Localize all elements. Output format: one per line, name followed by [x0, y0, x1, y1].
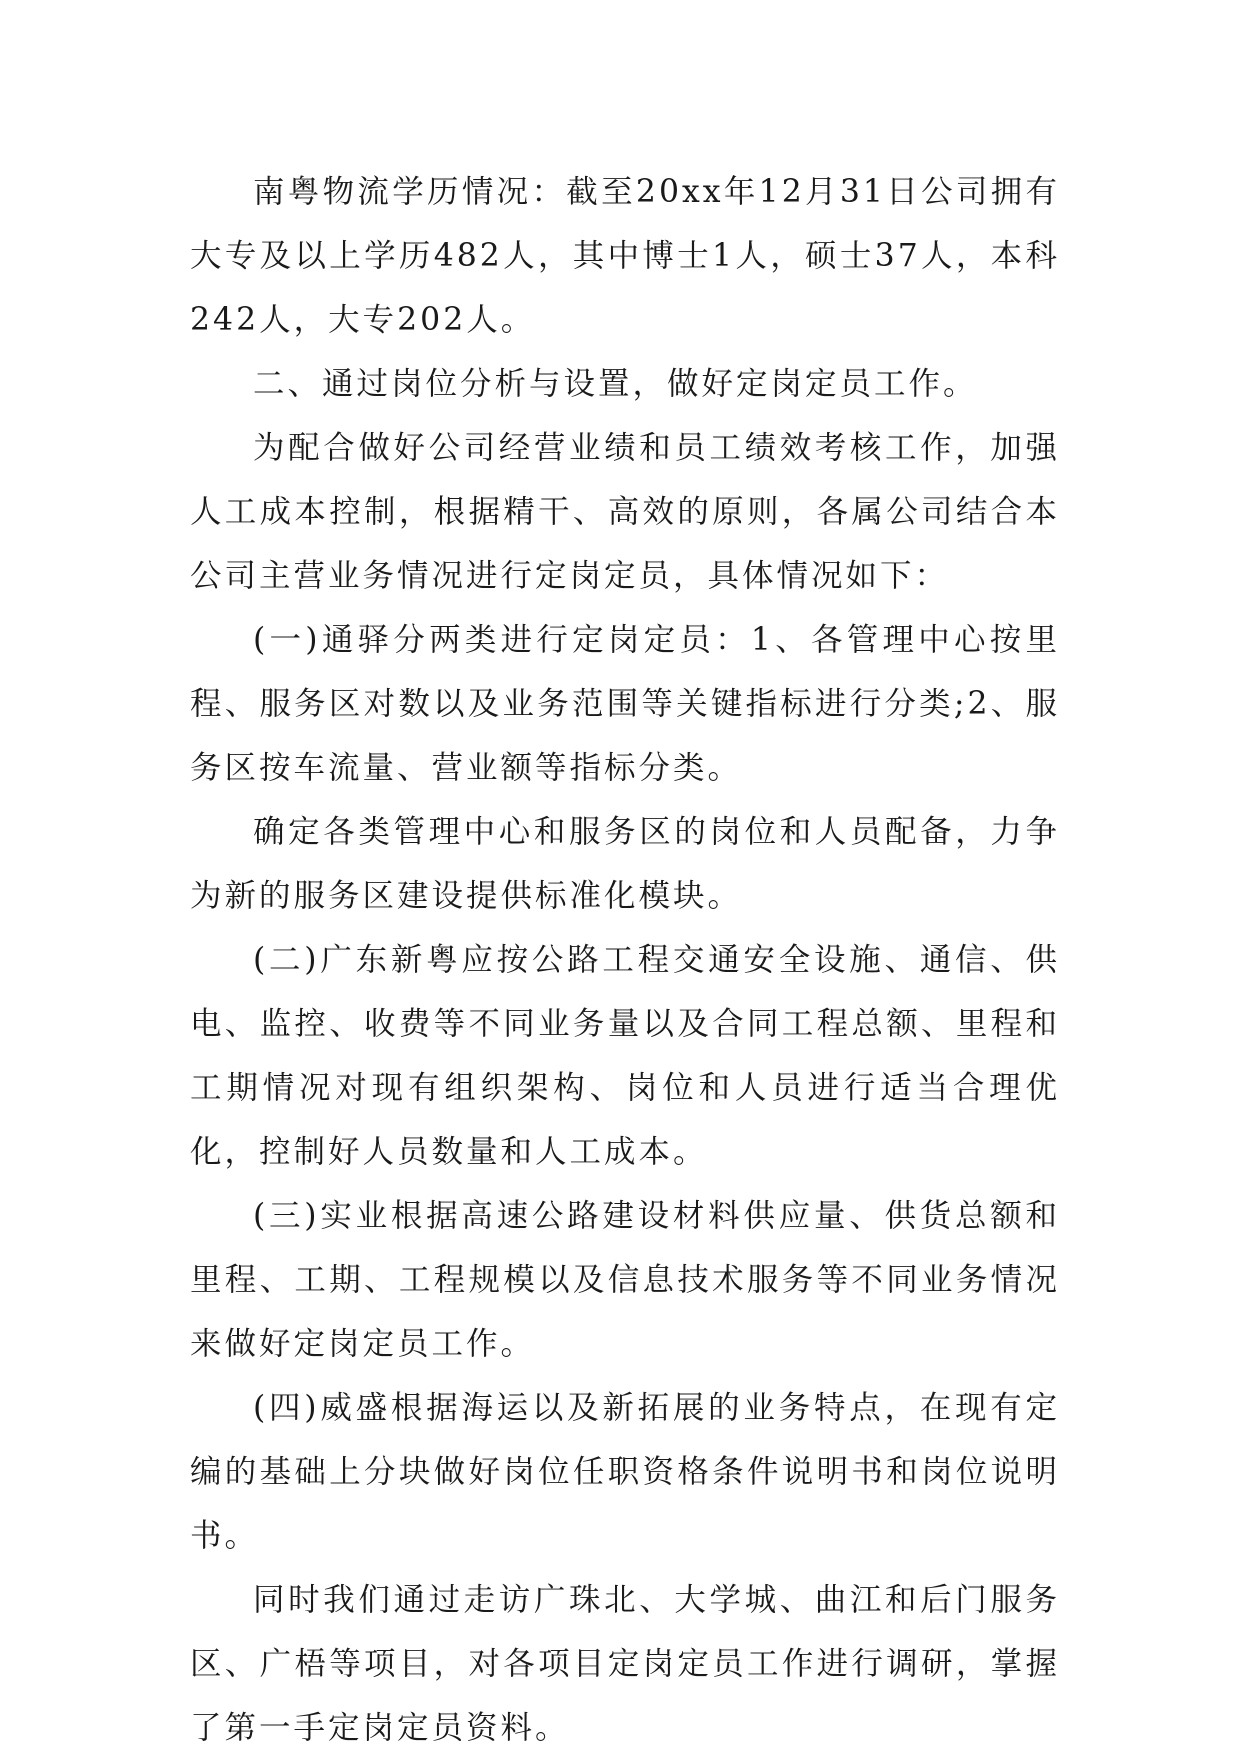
paragraph-education-stats: 南粤物流学历情况：截至20xx年12月31日公司拥有大专及以上学历482人，其中博士1人，硕士37人，本科242人，大专202人。: [190, 174, 1060, 338]
paragraph-item-1: (一)通驿分两类进行定岗定员：1、各管理中心按里程、服务区对数以及业务范围等关键指标进行分类;2、服务区按车流量、营业额等指标分类。: [190, 622, 1060, 786]
paragraph-intro: 为配合做好公司经营业绩和员工绩效考核工作，加强人工成本控制，根据精干、高效的原则，各属公司结合本公司主营业务情况进行定岗定员，具体情况如下：: [190, 430, 1060, 594]
paragraph-item-1-followup: 确定各类管理中心和服务区的岗位和人员配备，力争为新的服务区建设提供标准化模块。: [190, 814, 1060, 914]
paragraph-section-heading: 二、通过岗位分析与设置，做好定岗定员工作。: [253, 366, 978, 402]
paragraph-item-2: (二)广东新粤应按公路工程交通安全设施、通信、供电、监控、收费等不同业务量以及合同工程总额、里程和工期情况对现有组织架构、岗位和人员进行适当合理优化，控制好人员数量和人工成本。: [190, 942, 1060, 1170]
paragraph-item-4: (四)威盛根据海运以及新拓展的业务特点，在现有定编的基础上分块做好岗位任职资格条件说明书和岗位说明书。: [190, 1390, 1060, 1554]
paragraph-research: 同时我们通过走访广珠北、大学城、曲江和后门服务区、广梧等项目，对各项目定岗定员工作进行调研，掌握了第一手定岗定员资料。: [190, 1582, 1060, 1746]
paragraph-item-3: (三)实业根据高速公路建设材料供应量、供货总额和里程、工期、工程规模以及信息技术服务等不同业务情况来做好定岗定员工作。: [190, 1198, 1060, 1362]
document-body: [190, 160, 1060, 1760]
